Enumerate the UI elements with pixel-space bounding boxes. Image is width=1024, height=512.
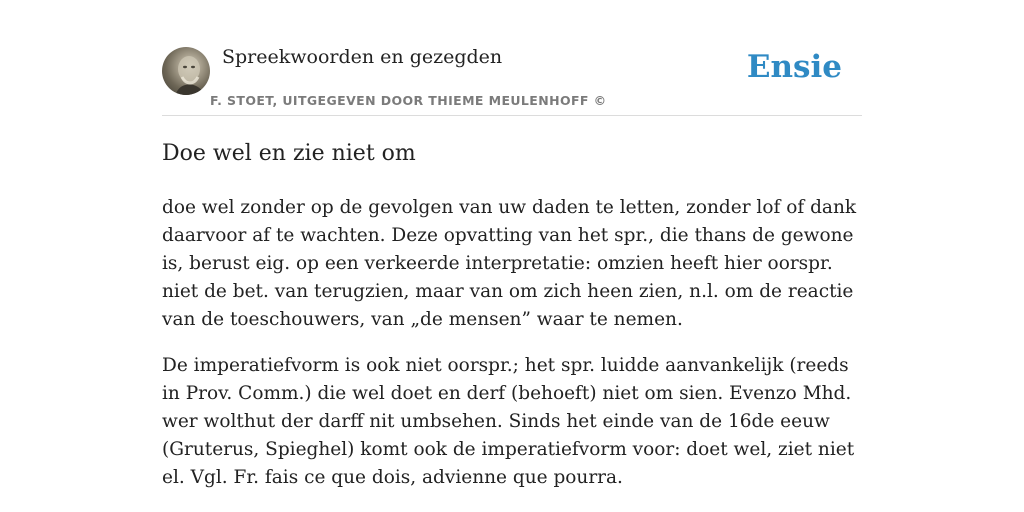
entry-paragraph: De imperatiefvorm is ook niet oorspr.; het spr. luidde aanvankelijk (reeds in Prov. Comm.) die wel doet en derf (behoeft) niet om sien. Evenzo Mhd. wer wolthut der darff nit umbsehen. Sinds het einde van de 16de eeuw (Gruterus, Spieghel) komt ook de imperatiefvorm voor: doet wel, ziet niet el. Vgl. Fr. fais ce que dois, advienne que pourra. bbox=[162, 354, 855, 488]
entry-paragraph: doe wel zonder op de gevolgen van uw daden te letten, zonder lof of dank daarvoor af te wachten. Deze opvatting van het spr., die thans de gewone is, berust eig. op een verkeerde interpretatie: omzien heeft hier oorspr. niet de bet. van terugzien, maar van om zich heen zien, n.l. om de reactie van de toeschouwers, van „de mensen” waar te nemen. bbox=[162, 196, 857, 330]
source-header bbox=[162, 45, 862, 116]
author-avatar[interactable] bbox=[162, 47, 210, 95]
entry-content bbox=[162, 140, 864, 510]
ensie-logo[interactable]: Ensie bbox=[746, 49, 842, 85]
source-credit: F. STOET, UITGEGEVEN DOOR THIEME MEULENHOFF © bbox=[210, 93, 607, 108]
source-title[interactable]: Spreekwoorden en gezegden bbox=[222, 46, 503, 68]
entry-title: Doe wel en zie niet om bbox=[162, 141, 416, 166]
portrait-image bbox=[162, 47, 210, 95]
